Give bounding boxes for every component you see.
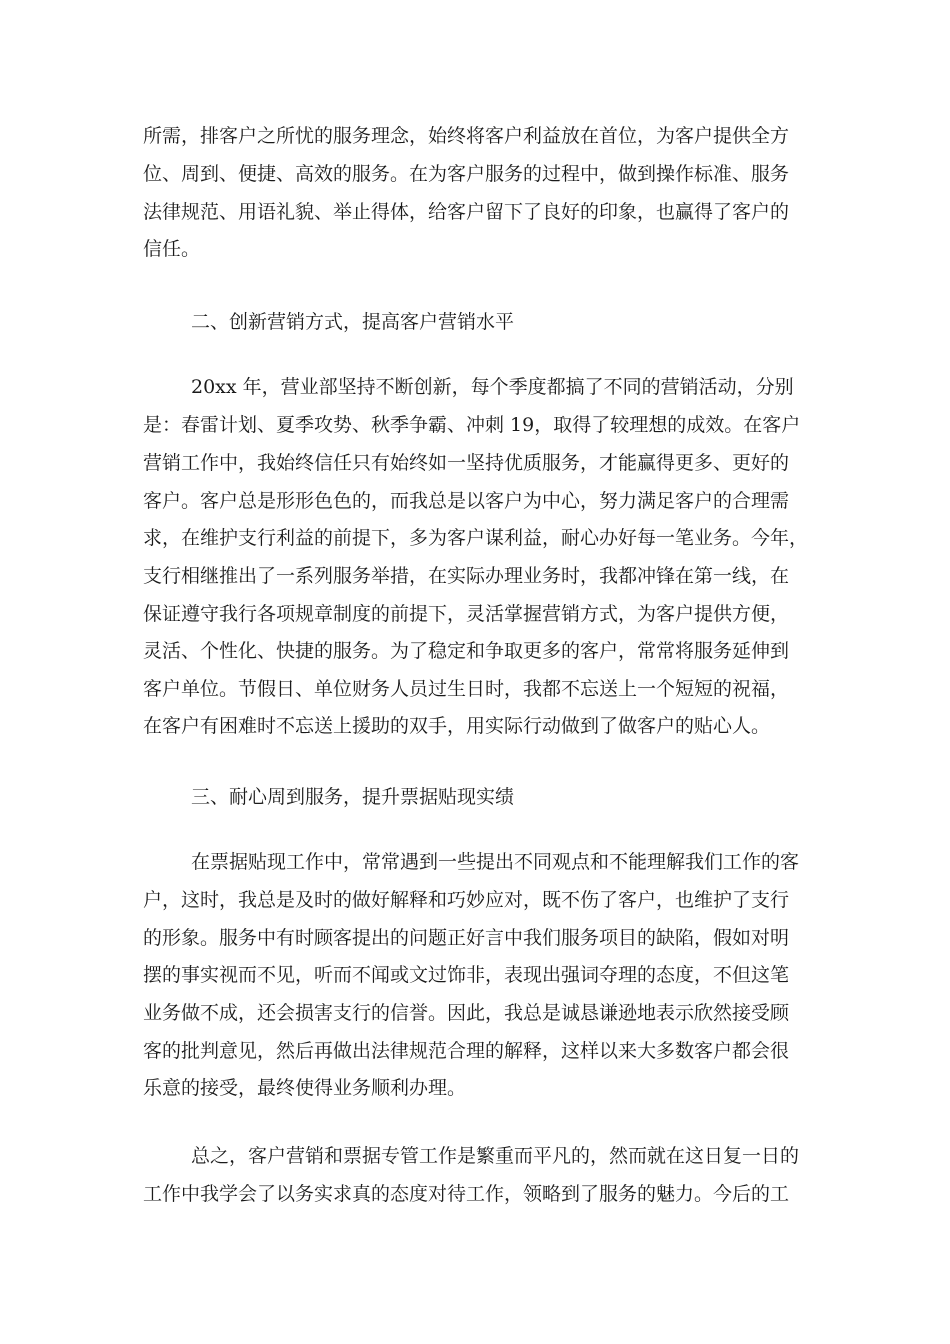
section-heading-3: 三、耐心周到服务，提升票据贴现实绩 (191, 786, 515, 808)
paragraph-3-line-2: 户，这时，我总是及时的做好解释和巧妙应对，既不伤了客户，也维护了支行 (143, 889, 790, 911)
paragraph-4-line-2: 工作中我学会了以务实求真的态度对待工作，领略到了服务的魅力。今后的工 (143, 1183, 790, 1205)
paragraph-2-line-8: 灵活、个性化、快捷的服务。为了稳定和争取更多的客户，常常将服务延伸到 (143, 640, 790, 662)
paragraph-3-line-6: 客的批判意见，然后再做出法律规范合理的解释，这样以来大多数客户都会很 (143, 1040, 790, 1062)
paragraph-2-line-2: 是：春雷计划、夏季攻势、秋季争霸、冲刺 19，取得了较理想的成效。在客户 (143, 414, 801, 436)
paragraph-2-line-9: 客户单位。节假日、单位财务人员过生日时，我都不忘送上一个短短的祝福， (143, 678, 790, 700)
paragraph-3-line-5: 业务做不成，还会损害支行的信誉。因此，我总是诚恳谦逊地表示欣然接受顾 (143, 1002, 790, 1024)
paragraph-1-line-1: 所需，排客户之所忧的服务理念，始终将客户利益放在首位，为客户提供全方 (143, 125, 790, 147)
paragraph-3-line-4: 摆的事实视而不见，听而不闻或文过饰非，表现出强词夺理的态度，不但这笔 (143, 964, 790, 986)
paragraph-2-line-10: 在客户有困难时不忘送上援助的双手，用实际行动做到了做客户的贴心人。 (143, 715, 771, 737)
paragraph-2-line-4: 客户。客户总是形形色色的，而我总是以客户为中心，努力满足客户的合理需 (143, 490, 790, 512)
paragraph-2-line-5: 求，在维护支行利益的前提下，多为客户谋利益，耐心办好每一笔业务。今年， (143, 527, 809, 549)
paragraph-2-line-6: 支行相继推出了一系列服务举措，在实际办理业务时，我都冲锋在第一线，在 (143, 565, 790, 587)
section-heading-2: 二、创新营销方式，提高客户营销水平 (191, 311, 515, 333)
paragraph-3-line-7: 乐意的接受，最终使得业务顺利办理。 (143, 1077, 467, 1099)
paragraph-3-line-3: 的形象。服务中有时顾客提出的问题正好言中我们服务项目的缺陷，假如对明 (143, 927, 790, 949)
paragraph-1-line-2: 位、周到、便捷、高效的服务。在为客户服务的过程中，做到操作标准、服务 (143, 163, 790, 185)
paragraph-1-line-4: 信任。 (143, 238, 201, 260)
paragraph-1-line-3: 法律规范、用语礼貌、举止得体，给客户留下了良好的印象，也赢得了客户的 (143, 201, 790, 223)
paragraph-2-line-1: 20xx 年，营业部坚持不断创新，每个季度都搞了不同的营销活动，分别 (191, 376, 794, 398)
paragraph-2-line-7: 保证遵守我行各项规章制度的前提下，灵活掌握营销方式，为客户提供方便， (143, 603, 790, 625)
paragraph-2-line-3: 营销工作中，我始终信任只有始终如一坚持优质服务，才能赢得更多、更好的 (143, 452, 790, 474)
paragraph-3-line-1: 在票据贴现工作中，常常遇到一些提出不同观点和不能理解我们工作的客 (191, 851, 800, 873)
paragraph-4-line-1: 总之，客户营销和票据专管工作是繁重而平凡的，然而就在这日复一日的 (191, 1145, 800, 1167)
